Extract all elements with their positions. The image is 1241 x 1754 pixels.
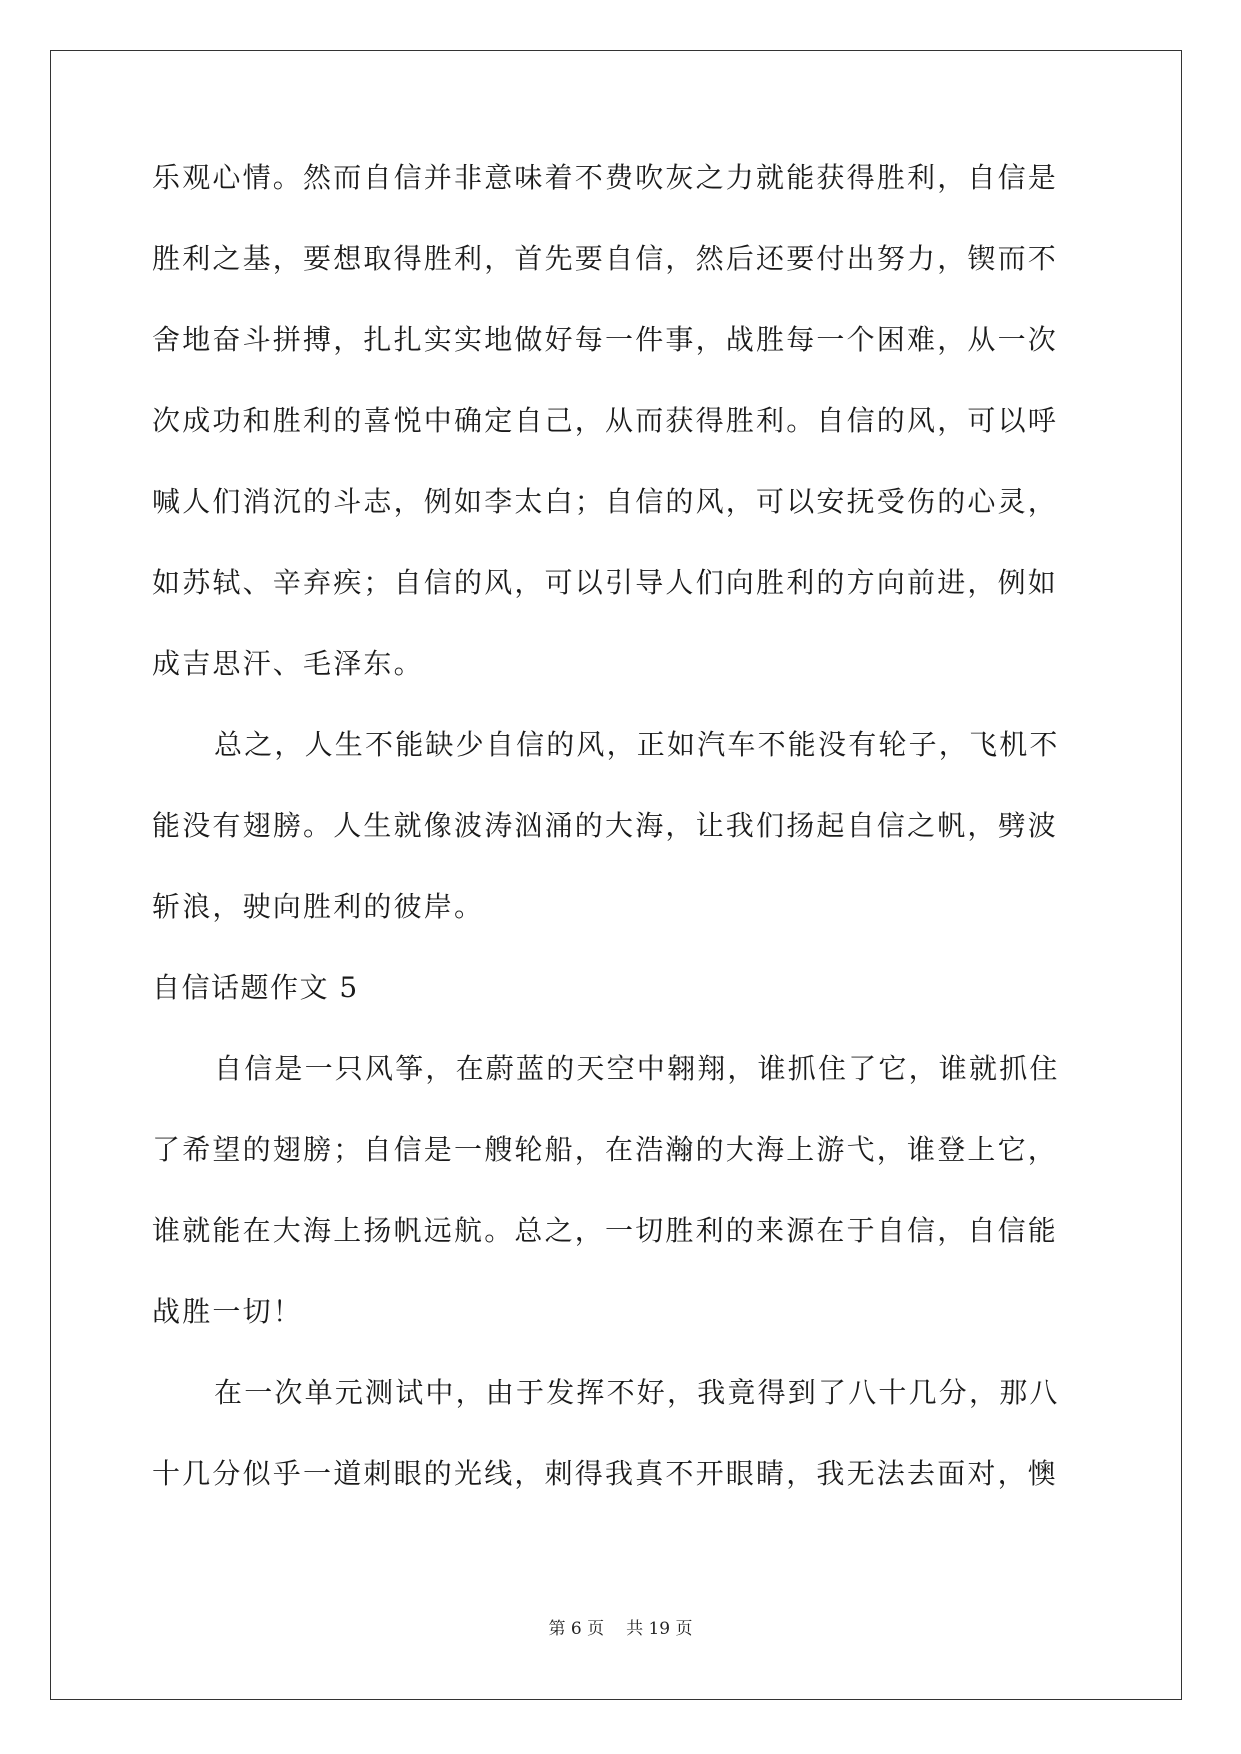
text-line: 谁就能在大海上扬帆远航。总之，一切胜利的来源在于自信，自信能 <box>152 1214 1059 1247</box>
text-line: 战胜一切！ <box>152 1295 304 1328</box>
text-line: 成吉思汗、毛泽东。 <box>152 647 424 680</box>
text-line: 如苏轼、辛弃疾；自信的风，可以引导人们向胜利的方向前进，例如 <box>152 566 1059 599</box>
page-footer <box>0 1614 1241 1639</box>
text-line: 能没有翅膀。人生就像波涛汹涌的大海，让我们扬起自信之帆，劈波 <box>152 809 1059 842</box>
paragraph-first-line: 总之，人生不能缺少自信的风，正如汽车不能没有轮子，飞机不 <box>214 728 1060 761</box>
text-line: 十几分似乎一道刺眼的光线，刺得我真不开眼睛，我无法去面对，懊 <box>152 1457 1059 1490</box>
text-line: 喊人们消沉的斗志，例如李太白；自信的风，可以安抚受伤的心灵， <box>152 485 1059 518</box>
text-line: 舍地奋斗拼搏，扎扎实实地做好每一件事，战胜每一个困难，从一次 <box>152 323 1059 356</box>
text-line: 斩浪，驶向胜利的彼岸。 <box>152 890 485 923</box>
page-total: 共 19 页 <box>626 1619 693 1639</box>
section-heading: 自信话题作文 5 <box>152 971 359 1004</box>
document-body <box>152 158 1082 1535</box>
text-line: 胜利之基，要想取得胜利，首先要自信，然后还要付出努力，锲而不 <box>152 242 1059 275</box>
paragraph-first-line: 自信是一只风筝，在蔚蓝的天空中翱翔，谁抓住了它，谁就抓住 <box>214 1052 1060 1085</box>
page-number: 第 6 页 <box>548 1619 605 1639</box>
text-line: 乐观心情。然而自信并非意味着不费吹灰之力就能获得胜利，自信是 <box>152 161 1059 194</box>
text-line: 次成功和胜利的喜悦中确定自己，从而获得胜利。自信的风，可以呼 <box>152 404 1059 437</box>
paragraph-first-line: 在一次单元测试中，由于发挥不好，我竟得到了八十几分，那八 <box>214 1376 1060 1409</box>
text-line: 了希望的翅膀；自信是一艘轮船，在浩瀚的大海上游弋，谁登上它， <box>152 1133 1059 1166</box>
